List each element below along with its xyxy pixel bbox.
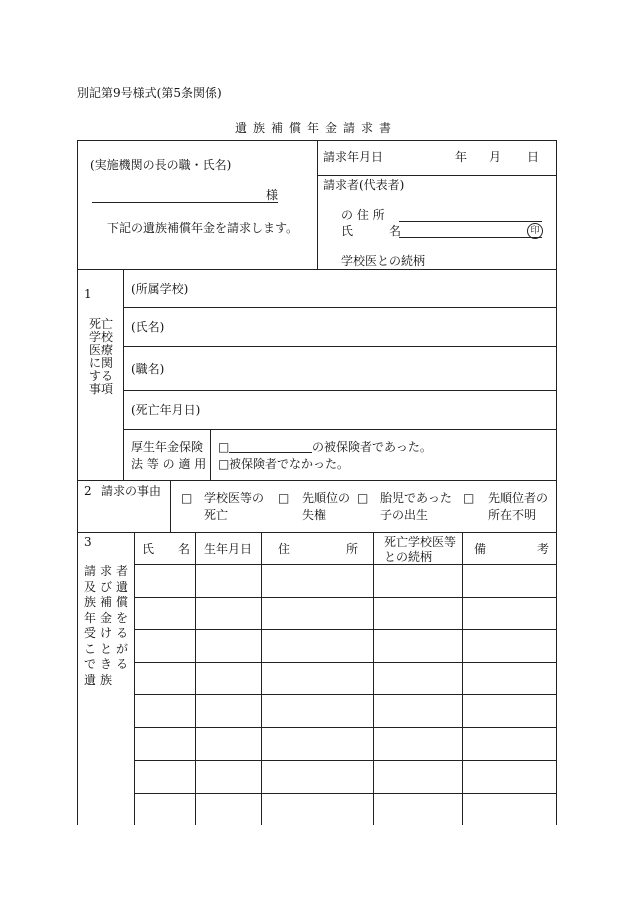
- col-name-2: 名: [178, 542, 191, 556]
- claimant-name-label-1: 氏: [341, 224, 354, 238]
- section2-heading: 請求の事由: [101, 484, 162, 498]
- not-insured-option-text: 被保険者でなかった。: [229, 457, 350, 471]
- reason-birth-line1: 胎児であった: [380, 491, 452, 505]
- reason-birth-line2: 子の出生: [380, 508, 429, 522]
- reason-death-line2: 死亡: [204, 508, 229, 522]
- col-name-1: 氏: [142, 542, 155, 556]
- section3-number: 3: [84, 535, 92, 549]
- claim-year-label: 年: [455, 150, 468, 164]
- school-label: (所属学校): [131, 282, 189, 296]
- col-relation-1: 死亡学校医等: [384, 535, 457, 549]
- col-relation-2: との続柄: [384, 550, 433, 564]
- col-address-1: 住: [278, 542, 291, 556]
- col-birth: 生年月日: [204, 542, 253, 556]
- col-note-2: 考: [537, 542, 550, 556]
- request-text: 下記の遺族補償年金を請求します。: [107, 221, 299, 235]
- reason-forfeit-line2: 失権: [302, 508, 327, 522]
- addressee-label: (実施機関の長の職・氏名): [90, 158, 232, 172]
- section2-number: 2: [84, 484, 92, 498]
- reason-birth-checkbox[interactable]: □: [357, 491, 369, 505]
- frame-left: [77, 140, 78, 825]
- death-date-label: (死亡年月日): [131, 403, 201, 417]
- claim-month-label: 月: [489, 150, 502, 164]
- col-note-1: 備: [474, 542, 487, 556]
- claimant-name-label-2: 名: [389, 224, 402, 238]
- claimant-address-label: の 住 所: [341, 208, 385, 222]
- form-title: 遺族補償年金請求書: [235, 121, 398, 135]
- claim-date-label: 請求年月日: [323, 150, 384, 164]
- pension-label-1: 厚生年金保険: [131, 440, 204, 454]
- col-address-2: 所: [346, 542, 359, 556]
- addressee-line: [92, 202, 278, 203]
- addressee-honorific: 様: [266, 188, 279, 202]
- seal-mark: 印: [527, 223, 543, 239]
- insured-checkbox[interactable]: □: [218, 440, 230, 454]
- position-label: (職名): [131, 362, 165, 376]
- claimant-label: 請求者(代表者): [323, 178, 405, 192]
- reason-death-checkbox[interactable]: □: [181, 491, 193, 505]
- insurance-name-line: [229, 452, 312, 453]
- reason-missing-line1: 先順位者の: [488, 491, 549, 505]
- claimant-name-line: [399, 237, 542, 238]
- section3-heading: 請求者 及び遺 族補償 年金を 受ける ことが できる 遺族: [84, 564, 133, 687]
- claim-day-label: 日: [527, 150, 540, 164]
- form-reference: 別記第9号様式(第5条関係): [77, 86, 222, 100]
- insured-option-text: の被保険者であった。: [312, 440, 432, 454]
- frame-right: [556, 140, 557, 825]
- section1-heading: 死亡 学校 医療 に関 する 事項: [89, 317, 114, 396]
- claimant-address-line: [399, 221, 542, 222]
- deceased-name-label: (氏名): [131, 320, 165, 334]
- pension-label-2: 法 等 の 適 用: [131, 457, 207, 471]
- reason-forfeit-line1: 先順位の: [302, 491, 351, 505]
- reason-death-line1: 学校医等の: [204, 491, 265, 505]
- not-insured-checkbox[interactable]: □: [218, 457, 230, 471]
- reason-missing-line2: 所在不明: [488, 508, 537, 522]
- reason-forfeit-checkbox[interactable]: □: [278, 491, 290, 505]
- relation-label: 学校医との続柄: [341, 254, 426, 268]
- reason-missing-checkbox[interactable]: □: [463, 491, 475, 505]
- section1-number: 1: [84, 287, 92, 301]
